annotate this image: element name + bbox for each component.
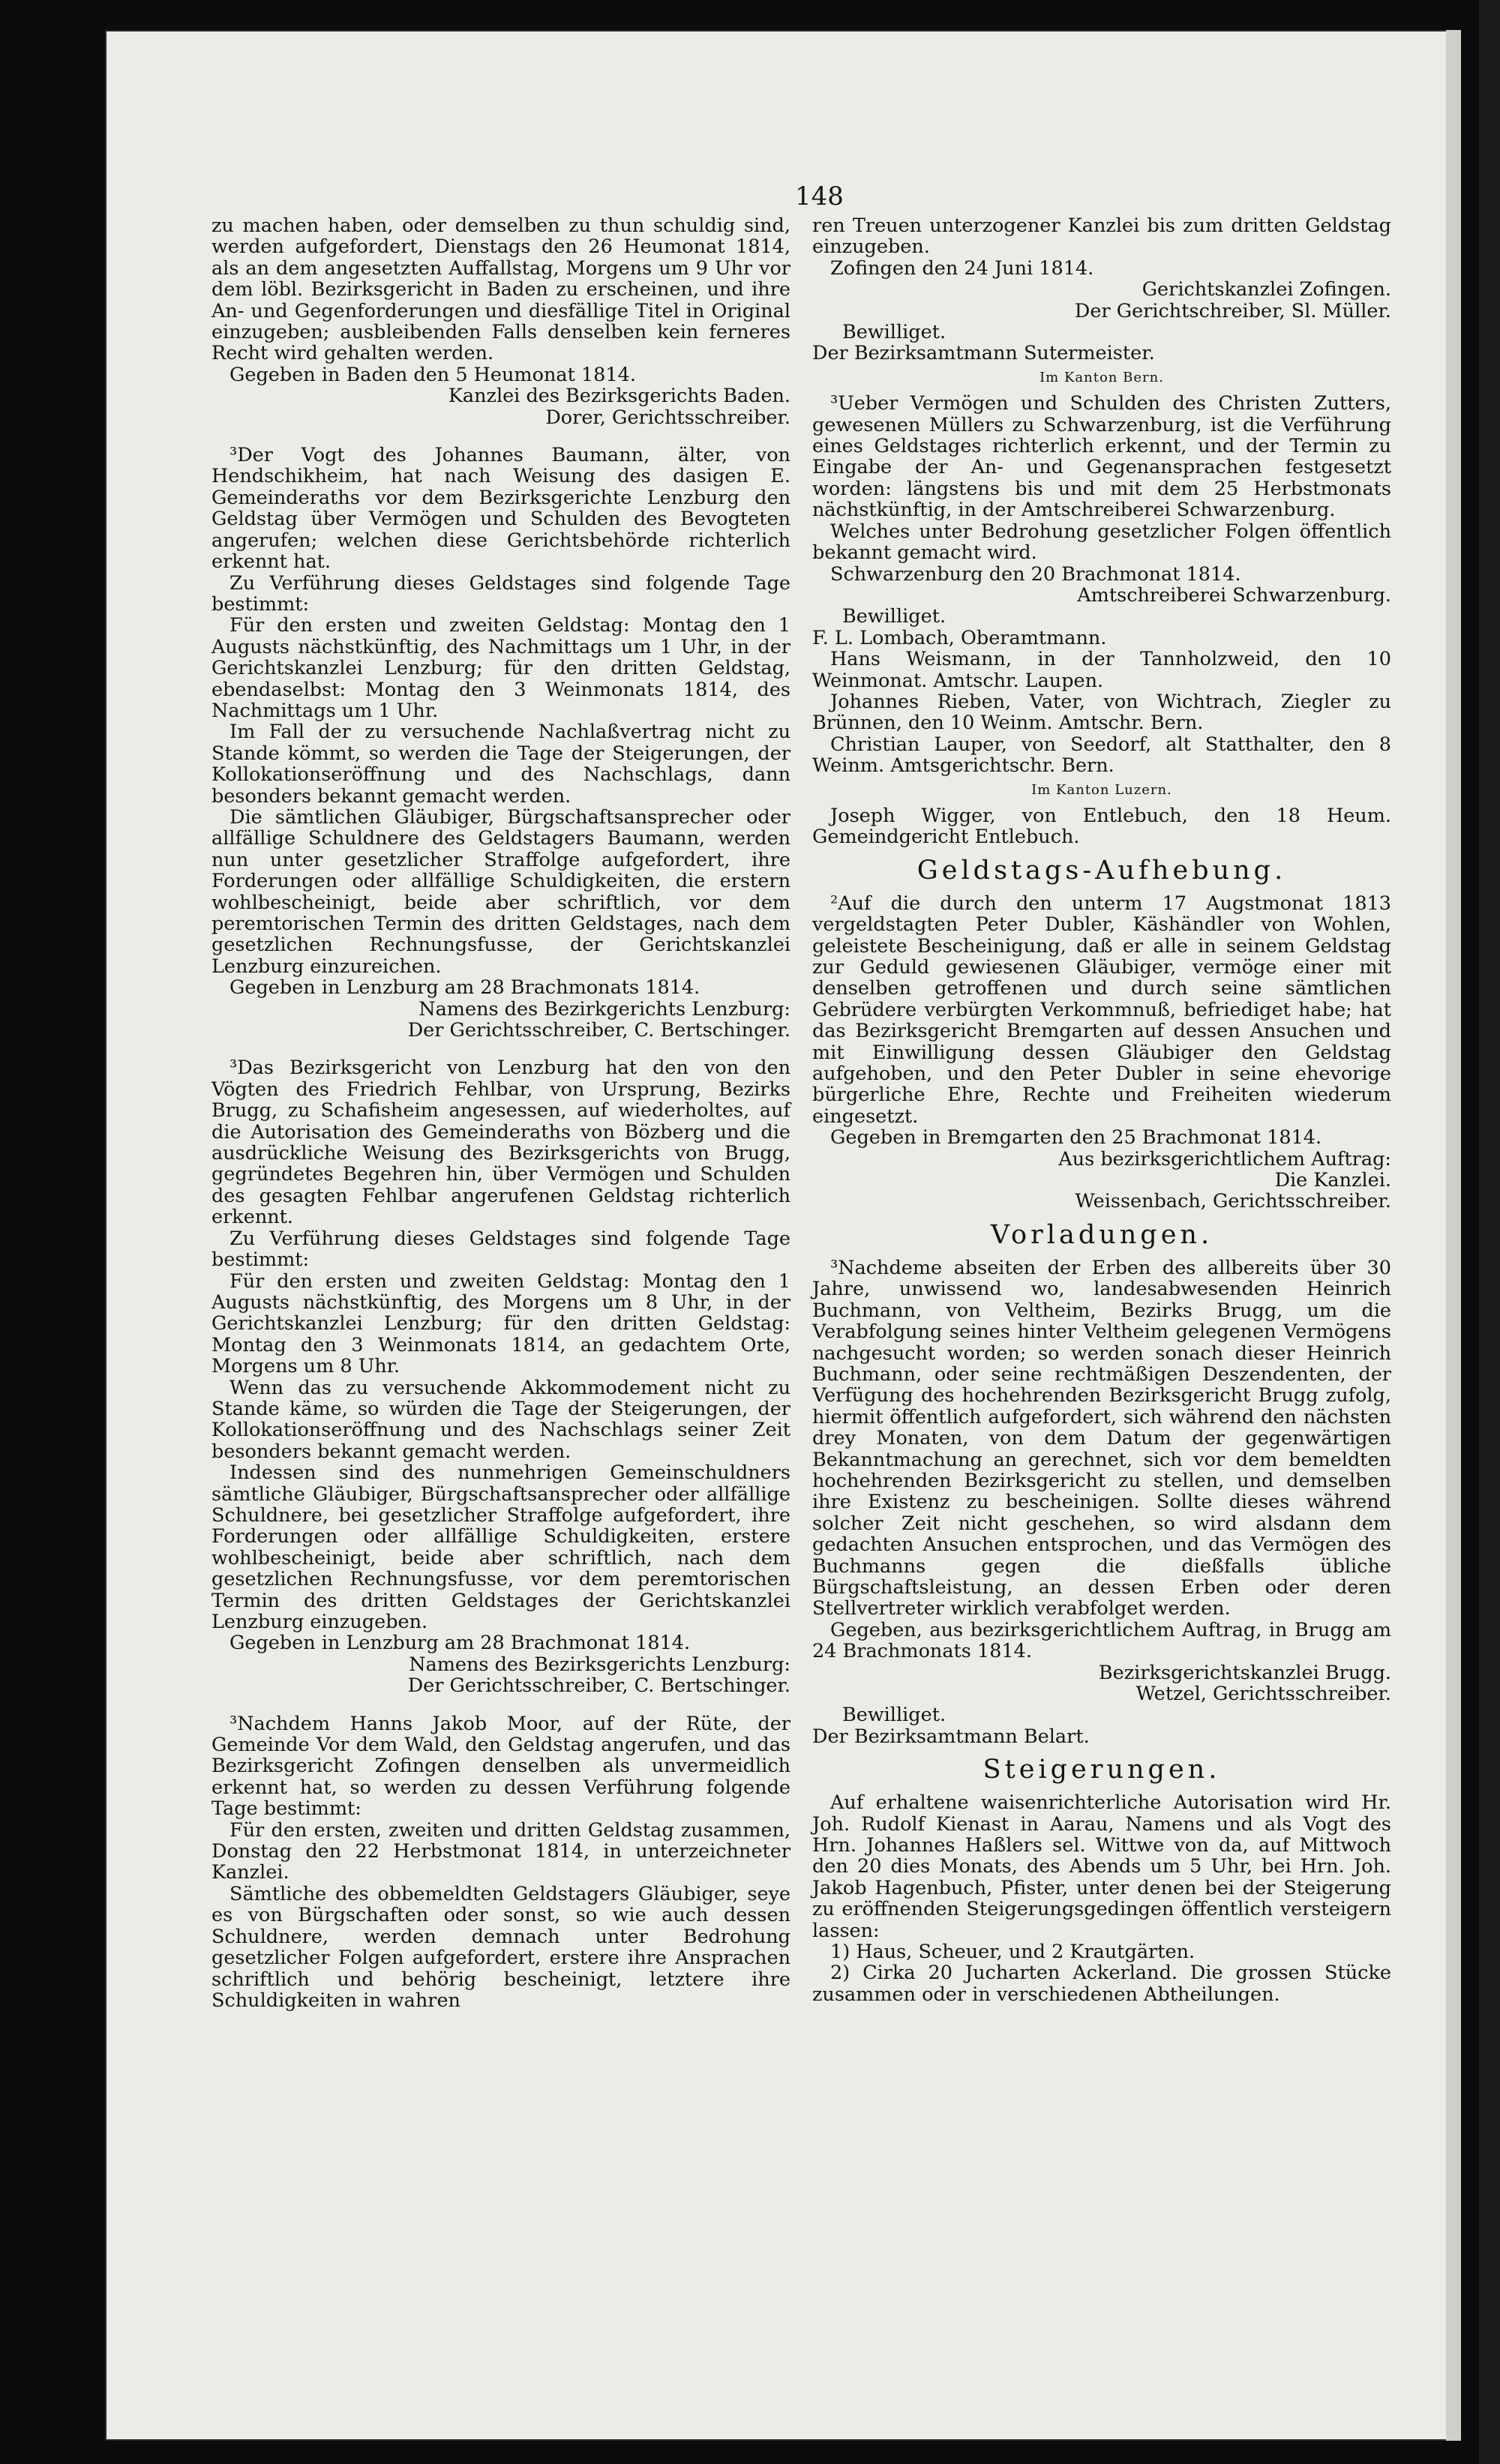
signature-line: Der Gerichtschreiber, Sl. Müller. xyxy=(1074,299,1391,322)
paragraph: 2) Cirka 20 Jucharten Ackerland. Die grossen Stücke zusammen oder in verschiedenen Abtheilungen. xyxy=(812,1962,1391,2006)
paragraph: Bewilliget. xyxy=(842,321,946,344)
paragraph: ren Treuen unterzogener Kanzlei bis zum dritten Geldstag einzugeben. xyxy=(812,214,1391,259)
paragraph: ³Nachdem Hanns Jakob Moor, auf der Rüte, der Gemeinde Vor dem Wald, den Geldstag angerufen, und das Bezirksgericht Zofingen denselben als unvermeidlich erkennt hat, so werden zu dessen Verführung folgende Tage bestimmt: xyxy=(212,1712,790,1821)
paragraph: F. L. Lombach, Oberamtmann. xyxy=(812,626,1107,649)
paragraph: Gegeben in Bremgarten den 25 Brachmonat 1814. xyxy=(830,1126,1322,1150)
signature-line: Der Gerichtsschreiber, C. Bertschinger. xyxy=(407,1019,790,1042)
paragraph: Gegeben in Lenzburg am 28 Brachmonats 1814. xyxy=(230,976,700,1000)
spacer xyxy=(212,1697,790,1713)
paragraph: Indessen sind des nunmehrigen Gemeinschuldners sämtliche Gläubiger, Bürgschaftsansprecher oder allfällige Schuldnere, bei gesetzlicher Straffolge aufgefordert, ihre Forderungen oder allfällige Schuldigkeiten, erstere wohlbescheinigt, beide aber schriftlich, nach dem gesetzlichen Rechnungsfusse, vor dem peremtorischen Termin des dritten Geldstages der Gerichtskanzlei Lenzburg einzugeben. xyxy=(212,1461,790,1633)
paragraph: Joseph Wigger, von Entlebuch, den 18 Heum. Gemeindgericht Entlebuch. xyxy=(812,804,1391,849)
right-column xyxy=(812,215,1391,2005)
paragraph: ³Der Vogt des Johannes Baumann, älter, von Hendschikheim, hat nach Weisung des dasigen E. Gemeinderaths vor dem Bezirksgerichte Lenzburg den Geldstag über Vermögen und Schulden des Bevogteten angerufen; welchen diese Gerichtsbehörde richterlich erkennt hat. xyxy=(212,444,790,574)
signature-line: Die Kanzlei. xyxy=(1274,1169,1391,1192)
signature-line: Kanzlei des Bezirksgerichts Baden. xyxy=(448,385,790,408)
signature-line: Namens des Bezirksgerichts Lenzburg: xyxy=(409,1653,790,1676)
paragraph: Die sämtlichen Gläubiger, Bürgschaftsansprecher oder allfällige Schuldnere des Geldstagers Baumann, werden nun unter gesetzlicher Straffolge aufgefordert, ihre Forderungen oder allfällige Schuldigkeiten, die erstern wohlbescheinigt, beide aber schriftlich, vor dem peremtorischen Termin des dritten Geldstages, nach dem gesetzlichen Rechnungsfusse, der Gerichtskanzlei Lenzburg einzureichen. xyxy=(212,805,790,978)
paragraph: Welches unter Bedrohung gesetzlicher Folgen öffentlich bekannt gemacht wird. xyxy=(812,520,1391,565)
page-edge xyxy=(1446,30,1461,2441)
paragraph: Der Bezirksamtmann Belart. xyxy=(812,1725,1090,1748)
section-heading: Steigerungen. xyxy=(982,1755,1221,1785)
section-heading: Geldstags-Aufhebung. xyxy=(916,855,1287,886)
paragraph: Gegeben, aus bezirksgerichtlichem Auftrag, in Brugg am 24 Brachmonats 1814. xyxy=(812,1618,1391,1663)
paragraph: Zu Verführung dieses Geldstages sind folgende Tage bestimmt: xyxy=(212,571,790,616)
paragraph: Für den ersten und zweiten Geldstag: Montag den 1 Augusts nächstkünftig, des Morgens um 8 Uhr, in der Gerichtskanzlei Lenzburg; für den dritten Geldstag: Montag den 3 Weinmonats 1814, an gedachtem Orte, Morgens um 8 Uhr. xyxy=(212,1269,790,1378)
paragraph: Im Fall der zu versuchende Nachlaßvertrag nicht zu Stande kömmt, so werden die Tage der Steigerungen, der Kollokationseröffnung und des Nachschlags, dann besonders bekannt gemacht werden. xyxy=(212,721,790,808)
paragraph: Bewilliget. xyxy=(842,605,946,628)
paragraph: Für den ersten, zweiten und dritten Geldstag zusammen, Donstag den 22 Herbstmonat 1814, in unterzeichneter Kanzlei. xyxy=(212,1818,790,1884)
paragraph: ³Das Bezirksgericht von Lenzburg hat den von den Vögten des Friedrich Fehlbar, von Ursprung, Bezirks Brugg, zu Schafisheim angesessen, auf wiederholtes, auf die Autorisation des Gemeinderaths von Bözberg und die ausdrückliche Weisung des Bezirksgerichts von Brugg, gegründetes Begehren hin, über Vermögen und Schulden des gesagten Fehlbar angerufenen Geldstag richterlich erkennt. xyxy=(212,1057,790,1229)
paragraph: Auf erhaltene waisenrichterliche Autorisation wird Hr. Joh. Rudolf Kienast in Aarau, Namens und als Vogt des Hrn. Johannes Haßlers sel. Wittwe von da, auf Mittwoch den 20 dies Monats, des Abends um 5 Uhr, bei Hrn. Joh. Jakob Hagenbuch, Pfister, unter denen bei der Steigerung zu eröffnenden Steigerungsgedingen öffentlich versteigern lassen: xyxy=(812,1791,1391,1942)
paragraph: Zu Verführung dieses Geldstages sind folgende Tage bestimmt: xyxy=(212,1227,790,1272)
canton-label: Im Kanton Luzern. xyxy=(1031,781,1172,798)
signature-line: Wetzel, Gerichtsschreiber. xyxy=(1136,1683,1391,1705)
spacer xyxy=(212,1041,790,1057)
paragraph: Bewilliget. xyxy=(842,1704,946,1727)
paragraph: Christian Lauper, von Seedorf, alt Statthalter, den 8 Weinm. Amtsgerichtschr. Bern. xyxy=(812,733,1391,778)
paragraph: Gegeben in Lenzburg am 28 Brachmonat 1814. xyxy=(230,1632,691,1655)
left-column xyxy=(212,215,790,2011)
signature-line: Gerichtskanzlei Zofingen. xyxy=(1142,278,1391,301)
signature-line: Aus bezirksgerichtlichem Auftrag: xyxy=(1058,1147,1391,1171)
signature-line: Namens des Bezirkgerichts Lenzburg: xyxy=(418,997,790,1021)
paragraph: 1) Haus, Scheuer, und 2 Krautgärten. xyxy=(830,1941,1196,1964)
signature-line: Bezirksgerichtskanzlei Brugg. xyxy=(1098,1661,1391,1684)
paragraph: Für den ersten und zweiten Geldstag: Montag den 1 Augusts nächstkünftig, des Nachmittags um 1 Uhr, in der Gerichtskanzlei Lenzburg; für den dritten Geldstag, ebendaselbst: Montag den 3 Weinmonats 1814, des Nachmittags um 1 Uhr. xyxy=(212,614,790,722)
signature-line: Der Gerichtsschreiber, C. Bertschinger. xyxy=(407,1674,790,1698)
paragraph: Der Bezirksamtmann Sutermeister. xyxy=(812,342,1155,365)
paragraph: zu machen haben, oder demselben zu thun schuldig sind, werden aufgefordert, Dienstags den 26 Heumonat 1814, als an dem angesetzten Auffallstag, Morgens um 9 Uhr vor dem löbl. Bezirksgericht in Baden zu erscheinen, und ihre An- und Gegenforderungen und diesfällige Titel in Original einzugeben; ausbleibenden Falls denselben kein ferneres Recht wird gehalten werden. xyxy=(212,214,790,365)
paragraph: Hans Weismann, in der Tannholzweid, den 10 Weinmonat. Amtschr. Laupen. xyxy=(812,648,1391,692)
page-number: 148 xyxy=(795,181,844,211)
paragraph: ²Auf die durch den unterm 17 Augstmonat 1813 vergeldstagten Peter Dubler, Käshändler von Wohlen, geleistete Bescheinigung, daß er alle in seinem Geldstag zur Geduld gewiesenen Gläubiger, vermöge einer mit denselben getroffenen und durch seine sämtlichen Gebrüdere verbürgten Verkommnuß, befriediget habe; hat das Bezirksgericht Bremgarten auf dessen Ansuchen und mit Einwilligung dessen Gläubiger den Geldstag aufgehoben, und den Peter Dubler in seine ehevorige bürgerliche Ehre, Rechte und Freiheiten wiederum eingesetzt. xyxy=(812,892,1391,1128)
paragraph: Gegeben in Baden den 5 Heumonat 1814. xyxy=(230,363,636,386)
signature-line: Dorer, Gerichtsschreiber. xyxy=(545,406,790,429)
signature-line: Amtschreiberei Schwarzenburg. xyxy=(1077,583,1391,607)
scan-border xyxy=(1479,0,1500,2464)
canton-label: Im Kanton Bern. xyxy=(1040,369,1164,385)
paragraph: ³Nachdeme abseiten der Erben des allbereits über 30 Jahre, unwissend wo, landesabwesenden Heinrich Buchmann, von Veltheim, Bezirks Brugg, um die Verabfolgung seines hinter Veltheim gelegenen Vermögens nachgesucht worden; so werden sonach dieser Heinrich Buchmann, oder seine rechtmäßigen Deszendenten, der Verfügung des hochehrenden Bezirksgericht Brugg zufolg, hiermit öffentlich aufgefordert, sich während den nächsten drey Monaten, von dem Datum der gegenwärtigen Bekanntmachung an gerechnet, sich vor dem bemeldten hochehrenden Bezirksgericht zu stellen, und demselben ihre Existenz zu bescheinigen. Sollte dieses während solcher Zeit nicht geschehen, so wird alsdann dem gedachten Ansuchen entsprochen, und das Vermögen des Buchmanns gegen die dießfalls übliche Bürgschaftsleistung, an dessen Erben oder deren Stellvertreter wirklich verabfolget werden. xyxy=(812,1256,1391,1620)
paragraph: Sämtliche des obbemeldten Geldstagers Gläubiger, seye es von Bürgschaften oder sonst, so wie auch dessen Schuldnere, werden demnach unter Bedrohung gesetzlicher Folgen aufgefordert, erstere ihre Ansprachen schriftlich und behörig bescheinigt, letztere ihre Schuldigkeiten in wahren xyxy=(212,1882,790,2012)
paragraph: ³Ueber Vermögen und Schulden des Christen Zutters, gewesenen Müllers zu Schwarzenburg, ist die Verführung eines Geldstages richterlich erkennt, und der Termin zu Eingabe der An- und Gegenansprachen festgesetzt worden: längstens bis und mit dem 25 Herbstmonats nächstkünftig, in der Amtschreiberei Schwarzenburg. xyxy=(812,392,1391,522)
paragraph: Johannes Rieben, Vater, von Wichtrach, Ziegler zu Brünnen, den 10 Weinm. Amtschr. Bern. xyxy=(812,690,1391,735)
spacer xyxy=(212,428,790,445)
paragraph: Zofingen den 24 Juni 1814. xyxy=(830,256,1094,280)
paragraph: Schwarzenburg den 20 Brachmonat 1814. xyxy=(830,562,1241,586)
section-heading: Vorladungen. xyxy=(990,1219,1214,1250)
signature-line: Weissenbach, Gerichtsschreiber. xyxy=(1075,1190,1391,1213)
paragraph: Wenn das zu versuchende Akkommodement nicht zu Stande käme, so würden die Tage der Steigerungen, der Kollokationseröffnung und des Nachschlags seiner Zeit besonders bekannt gemacht werden. xyxy=(212,1376,790,1463)
